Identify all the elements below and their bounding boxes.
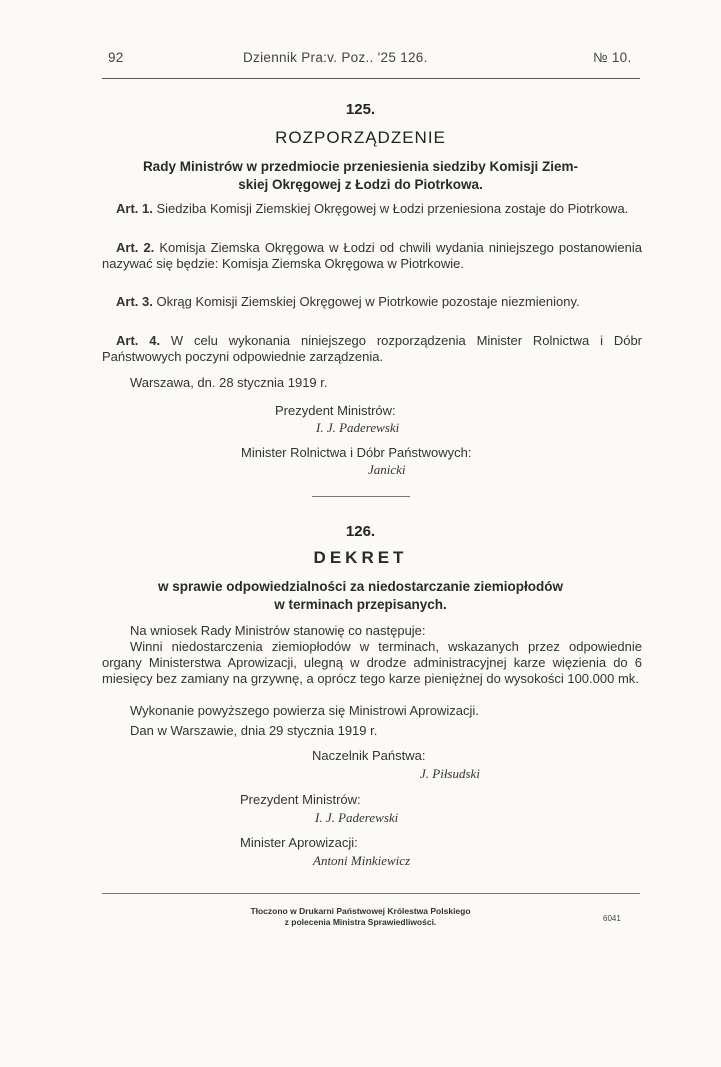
act125-signatory-title: Minister Rolnictwa i Dóbr Państwowych: (241, 445, 472, 460)
act126-signatory-title: Minister Aprowizacji: (240, 835, 358, 850)
act126-date: Dan w Warszawie, dnia 29 stycznia 1919 r. (130, 723, 378, 738)
print-code: 6041 (603, 914, 621, 923)
act125-number: 125. (345, 101, 376, 118)
act126-signature: I. J. Paderewski (315, 810, 399, 825)
article-label: Art. 3. (116, 294, 153, 309)
act126-subtitle-line1: w sprawie odpowiedzialności za niedostarczanie ziemiopłodów (157, 579, 564, 594)
article-text: Okrąg Komisji Ziemskiej Okręgowej w Piotrkowie pozostaje niezmieniony. (156, 294, 580, 309)
issue-number: № 10. (593, 50, 632, 65)
act126-title: DEKRET (313, 548, 408, 567)
act125-article-1 (102, 201, 642, 217)
article-text: Siedziba Komisji Ziemskiej Okręgowej w Łodzi przeniesiona zostaje do Piotrkowa. (156, 201, 629, 216)
act125-signature: I. J. Paderewski (316, 420, 400, 435)
act126-paragraph-2: Winni niedostarczenia ziemiopłodów w terminach, wskazanych przez odpowiednie organy Ministerstwa Aprowizacji, ulegną w drodze administracyjnej karze więzienia do 6 miesięcy bez zamiany na grzywnę, a oprócz tego karze pieniężnej do wysokości 100.000 mk. (102, 639, 642, 686)
header-rule (102, 78, 640, 79)
act125-article-2 (102, 240, 642, 272)
page-number: 92 (108, 50, 124, 65)
act125-article-3 (102, 294, 642, 310)
act125-signatory-title: Prezydent Ministrów: (275, 403, 396, 418)
article-label: Art. 2. (116, 240, 155, 255)
printer-line-1: Tłoczono w Drukarni Państwowej Królestwa Polskiego (250, 906, 471, 916)
act126-paragraph-1: Na wniosek Rady Ministrów stanowię co następuje: (130, 623, 426, 638)
article-text: Komisja Ziemska Okręgowa w Łodzi od chwili wydania niniejszego postanowienia nazywać się będzie: Komisja Ziemska Okręgowa w Piotrkowie. (102, 240, 642, 271)
article-label: Art. 1. (116, 201, 153, 216)
act126-signature: J. Piłsudski (420, 766, 480, 781)
act126-number: 126. (345, 523, 376, 540)
act125-subtitle-line2: skiej Okręgowej z Łodzi do Piotrkowa. (238, 177, 483, 192)
act125-article-4 (102, 333, 642, 365)
act125-signature: Janicki (368, 462, 406, 477)
act126-subtitle-line2: w terminach przepisanych. (274, 597, 447, 612)
section-divider (312, 496, 410, 497)
act125-date: Warszawa, dn. 28 stycznia 1919 r. (130, 375, 328, 390)
printer-line-2: z polecenia Ministra Sprawiedliwości. (284, 917, 437, 927)
article-label: Art. 4. (116, 333, 161, 348)
act126-signatory-title: Prezydent Ministrów: (240, 792, 361, 807)
article-text: W celu wykonania niniejszego rozporządzenia Minister Rolnictwa i Dóbr Państwowych poczyni odpowiednie zarządzenia. (102, 333, 643, 364)
act126-paragraph-3: Wykonanie powyższego powierza się Ministrowi Aprowizacji. (130, 703, 479, 718)
act125-title: ROZPORZĄDZENIE (275, 128, 446, 147)
act126-signature: Antoni Minkiewicz (313, 853, 411, 868)
journal-reference: Dziennik Pra:v. Poz.. '25 126. (243, 50, 428, 65)
act126-signatory-title: Naczelnik Państwa: (312, 748, 426, 763)
footer-rule (102, 893, 640, 894)
act125-subtitle-line1: Rady Ministrów w przedmiocie przeniesienia siedziby Komisji Ziem- (142, 159, 579, 174)
